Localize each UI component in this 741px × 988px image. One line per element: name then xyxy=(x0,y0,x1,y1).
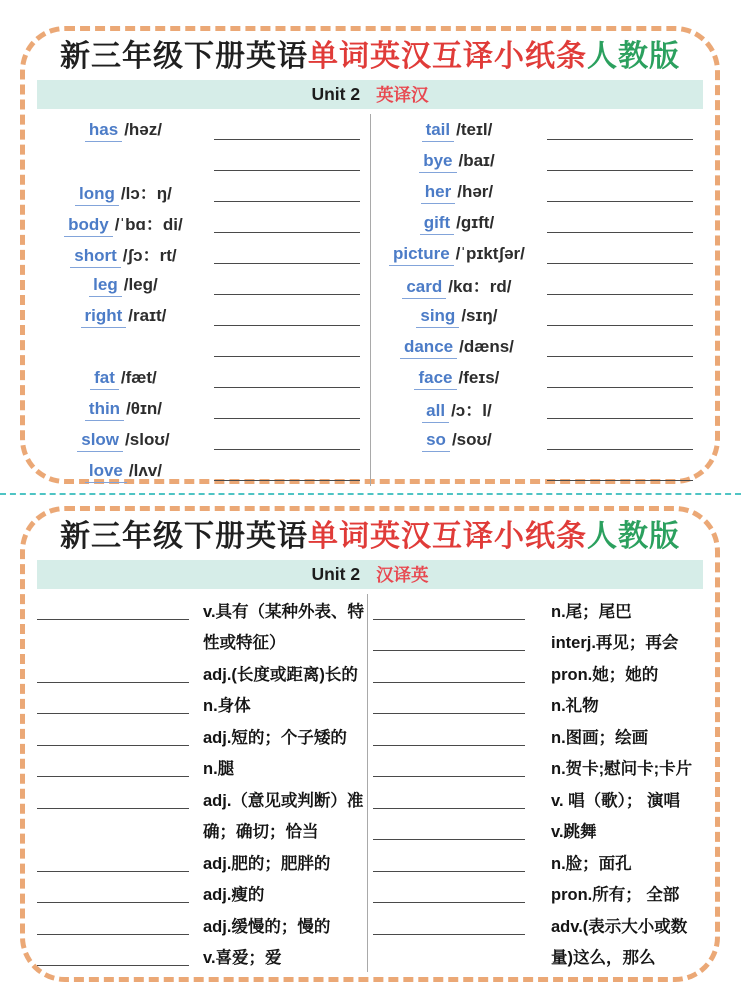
phonetic-transcription: /soʊ/ xyxy=(451,429,492,449)
answer-blank-line[interactable] xyxy=(214,356,360,357)
definition-row xyxy=(37,878,367,910)
word-row xyxy=(371,331,704,362)
english-word: picture xyxy=(389,244,454,266)
unit-label: Unit 2 xyxy=(311,84,361,104)
definition-row xyxy=(37,941,367,973)
definition-row xyxy=(373,815,703,847)
word-row xyxy=(371,455,704,486)
english-word: sing xyxy=(416,306,459,328)
answer-blank-line[interactable] xyxy=(37,871,189,872)
english-word: slow xyxy=(77,430,123,452)
unit-label: Unit 2 xyxy=(311,564,361,584)
answer-blank-line[interactable] xyxy=(214,387,360,388)
phonetic-transcription: /ˈbɑ：di/ xyxy=(114,215,183,234)
phonetic-transcription: /sɪŋ/ xyxy=(461,305,498,325)
english-word: long xyxy=(75,184,119,206)
word-row xyxy=(371,362,704,393)
word-row xyxy=(37,331,370,362)
word-phonetic xyxy=(371,337,544,357)
word-phonetic xyxy=(37,368,210,388)
definition-row xyxy=(373,846,703,878)
word-phonetic xyxy=(371,306,544,326)
english-word: all xyxy=(422,401,449,423)
english-word: tail xyxy=(422,120,455,142)
answer-blank-line[interactable] xyxy=(373,808,525,809)
answer-blank-line[interactable] xyxy=(373,682,525,683)
english-word: dance xyxy=(400,337,457,359)
definition-row xyxy=(37,689,367,721)
word-phonetic xyxy=(371,430,544,450)
word-phonetic xyxy=(371,120,544,140)
word-row xyxy=(371,424,704,455)
answer-blank-line[interactable] xyxy=(214,294,360,295)
word-row xyxy=(37,362,370,393)
answer-blank-line[interactable] xyxy=(37,965,189,966)
answer-blank-line[interactable] xyxy=(547,480,693,481)
definition-row xyxy=(373,594,703,626)
answer-blank-line[interactable] xyxy=(547,232,693,233)
chinese-definition: n.脸；面孔 xyxy=(551,854,632,873)
translation-mode-label: 汉译英 xyxy=(376,565,429,585)
word-row xyxy=(371,300,704,331)
definition-row xyxy=(373,941,703,973)
word-row xyxy=(371,176,704,207)
english-word: gift xyxy=(420,213,454,235)
title-part-black: 新三年级下册英语 xyxy=(60,40,308,73)
answer-blank-line[interactable] xyxy=(373,902,525,903)
answer-blank-line[interactable] xyxy=(214,325,360,326)
answer-blank-line[interactable] xyxy=(214,201,360,202)
word-row xyxy=(37,114,370,145)
phonetic-transcription: /sloʊ/ xyxy=(125,429,170,449)
word-row xyxy=(37,238,370,269)
word-row xyxy=(37,300,370,331)
chinese-definition: n.图画；绘画 xyxy=(551,728,649,747)
answer-blank-line[interactable] xyxy=(214,449,360,450)
answer-blank-line[interactable] xyxy=(37,619,189,620)
answer-blank-line[interactable] xyxy=(373,839,525,840)
word-row xyxy=(371,238,704,269)
phonetic-transcription: /hər/ xyxy=(457,181,494,201)
word-phonetic xyxy=(37,306,210,326)
answer-blank-line[interactable] xyxy=(373,619,525,620)
english-word: short xyxy=(70,246,121,268)
chinese-definition: adj.缓慢的；慢的 xyxy=(203,917,331,936)
phonetic-transcription: /gɪft/ xyxy=(456,212,495,232)
phonetic-transcription: /raɪt/ xyxy=(128,305,167,325)
answer-blank-line[interactable] xyxy=(547,449,693,450)
english-word: card xyxy=(402,277,446,299)
english-word: leg xyxy=(89,275,122,297)
english-word: right xyxy=(81,306,127,328)
definition-row xyxy=(37,720,367,752)
definition-row xyxy=(37,783,367,815)
answer-blank-line[interactable] xyxy=(214,170,360,171)
word-column-left xyxy=(37,114,370,486)
unit-header-bar xyxy=(37,80,703,109)
answer-blank-line[interactable] xyxy=(547,325,693,326)
phonetic-transcription: /lɔ：ŋ/ xyxy=(120,184,172,203)
word-phonetic xyxy=(37,337,210,357)
answer-blank-line[interactable] xyxy=(37,745,189,746)
answer-blank-line[interactable] xyxy=(547,170,693,171)
definition-column-left xyxy=(37,594,367,972)
definition-row xyxy=(37,626,367,658)
english-word: body xyxy=(64,215,113,237)
title-part-red: 单词英汉互译小纸条 xyxy=(308,520,587,553)
word-phonetic xyxy=(37,210,210,235)
definition-columns xyxy=(25,589,715,972)
chinese-definition: pron.她；她的 xyxy=(551,665,659,684)
answer-blank-line[interactable] xyxy=(373,776,525,777)
word-row xyxy=(37,424,370,455)
phonetic-transcription: /ɔ：l/ xyxy=(451,401,492,420)
english-word: her xyxy=(421,182,455,204)
word-phonetic xyxy=(37,430,210,450)
word-column-right xyxy=(370,114,704,486)
answer-blank-line[interactable] xyxy=(373,713,525,714)
definition-row xyxy=(37,657,367,689)
answer-blank-line[interactable] xyxy=(373,650,525,651)
english-word: has xyxy=(85,120,122,142)
answer-blank-line[interactable] xyxy=(37,776,189,777)
phonetic-transcription: /θɪn/ xyxy=(126,398,162,418)
definition-row xyxy=(37,752,367,784)
word-phonetic xyxy=(37,241,210,266)
answer-blank-line[interactable] xyxy=(547,263,693,264)
word-row xyxy=(37,393,370,424)
answer-blank-line[interactable] xyxy=(547,387,693,388)
chinese-definition: interj.再见；再会 xyxy=(551,634,679,653)
worksheet-card-chinese-to-english xyxy=(20,506,720,982)
definition-row xyxy=(373,878,703,910)
word-phonetic xyxy=(37,399,210,419)
english-word: face xyxy=(414,368,456,390)
word-phonetic xyxy=(37,120,210,140)
word-row xyxy=(371,145,704,176)
english-word: thin xyxy=(85,399,124,421)
worksheet-card-english-to-chinese xyxy=(20,26,720,484)
word-phonetic xyxy=(371,368,544,388)
chinese-definition: v.具有（某种外表、特 xyxy=(203,602,365,621)
definition-row xyxy=(37,909,367,941)
phonetic-transcription: /dæns/ xyxy=(459,336,514,356)
english-word: fat xyxy=(90,368,119,390)
chinese-definition: n.腿 xyxy=(203,760,235,779)
word-phonetic xyxy=(371,151,544,171)
word-phonetic xyxy=(371,213,544,233)
chinese-definition: v.跳舞 xyxy=(551,823,597,842)
title-part-red: 单词英汉互译小纸条 xyxy=(308,40,587,73)
answer-blank-line[interactable] xyxy=(547,418,693,419)
definition-row xyxy=(373,657,703,689)
page-title xyxy=(25,38,715,76)
word-row xyxy=(371,393,704,424)
definition-row xyxy=(37,594,367,626)
answer-blank-line[interactable] xyxy=(214,139,360,140)
answer-blank-line[interactable] xyxy=(37,713,189,714)
section-divider-dashed-line xyxy=(0,493,741,495)
answer-blank-line[interactable] xyxy=(214,263,360,264)
definition-row xyxy=(373,626,703,658)
phonetic-transcription: /fæt/ xyxy=(120,367,157,387)
answer-blank-line[interactable] xyxy=(214,480,360,481)
word-row xyxy=(37,455,370,486)
chinese-definition: n.礼物 xyxy=(551,697,599,716)
phonetic-transcription: /baɪ/ xyxy=(458,150,495,170)
chinese-definition: n.身体 xyxy=(203,697,251,716)
word-row xyxy=(37,145,370,176)
answer-blank-line[interactable] xyxy=(37,808,189,809)
answer-blank-line[interactable] xyxy=(547,139,693,140)
phonetic-transcription: /lʌv/ xyxy=(128,460,162,480)
word-columns xyxy=(25,109,715,486)
phonetic-transcription: /feɪs/ xyxy=(458,367,500,387)
answer-blank-line[interactable] xyxy=(547,294,693,295)
phonetic-transcription: /həz/ xyxy=(124,119,162,139)
phonetic-transcription: /kɑ：rd/ xyxy=(448,277,512,296)
word-row xyxy=(37,207,370,238)
chinese-definition: v. 唱（歌）； 演唱 xyxy=(551,791,680,810)
definition-row xyxy=(373,783,703,815)
word-phonetic xyxy=(371,272,544,297)
title-part-green: 人教版 xyxy=(587,40,680,73)
answer-blank-line[interactable] xyxy=(37,902,189,903)
phonetic-transcription: /ʃɔ：rt/ xyxy=(122,246,177,265)
word-phonetic xyxy=(37,461,210,481)
chinese-definition: adj.瘦的 xyxy=(203,886,265,905)
word-row xyxy=(371,114,704,145)
chinese-definition: 性或特征） xyxy=(203,634,286,653)
answer-blank-line[interactable] xyxy=(373,745,525,746)
chinese-definition: adj.肥的；肥胖的 xyxy=(203,854,331,873)
translation-mode-label: 英译汉 xyxy=(376,85,429,105)
phonetic-transcription: /ˈpɪktʃər/ xyxy=(455,243,525,263)
title-part-green: 人教版 xyxy=(587,520,680,553)
definition-row xyxy=(37,846,367,878)
word-phonetic xyxy=(371,396,544,421)
title-part-black: 新三年级下册英语 xyxy=(60,520,308,553)
phonetic-transcription: /teɪl/ xyxy=(456,119,493,139)
definition-row xyxy=(373,752,703,784)
chinese-definition: v.喜爱；爱 xyxy=(203,949,282,968)
chinese-definition: adj.(长度或距离)长的 xyxy=(203,665,358,684)
english-word: love xyxy=(85,461,127,483)
word-row xyxy=(37,269,370,300)
definition-row xyxy=(373,909,703,941)
english-word: so xyxy=(422,430,450,452)
word-row xyxy=(371,207,704,238)
chinese-definition: pron.所有； 全部 xyxy=(551,886,680,905)
word-phonetic xyxy=(371,461,544,481)
chinese-definition: n.贺卡;慰问卡;卡片 xyxy=(551,760,693,779)
chinese-definition: adj.短的；个子矮的 xyxy=(203,728,347,747)
word-phonetic xyxy=(371,182,544,202)
answer-blank-line[interactable] xyxy=(214,418,360,419)
answer-blank-line[interactable] xyxy=(547,356,693,357)
answer-blank-line[interactable] xyxy=(547,201,693,202)
answer-blank-line[interactable] xyxy=(373,934,525,935)
word-row xyxy=(371,269,704,300)
chinese-definition: adv.(表示大小或数 xyxy=(551,917,688,936)
chinese-definition: 确；确切；恰当 xyxy=(203,823,319,842)
chinese-definition: adj.（意见或判断）准 xyxy=(203,791,364,810)
answer-blank-line[interactable] xyxy=(373,871,525,872)
definition-row xyxy=(373,689,703,721)
definition-row xyxy=(373,720,703,752)
unit-header-bar xyxy=(37,560,703,589)
definition-row xyxy=(37,815,367,847)
english-word: bye xyxy=(419,151,456,173)
definition-column-right xyxy=(367,594,703,972)
page-title xyxy=(25,518,715,556)
word-phonetic xyxy=(37,179,210,204)
word-phonetic xyxy=(37,275,210,295)
chinese-definition: n.尾；尾巴 xyxy=(551,602,632,621)
chinese-definition: 量)这么，那么 xyxy=(551,949,656,968)
answer-blank-line[interactable] xyxy=(37,934,189,935)
word-row xyxy=(37,176,370,207)
phonetic-transcription: /leg/ xyxy=(123,274,158,294)
answer-blank-line[interactable] xyxy=(37,682,189,683)
word-phonetic xyxy=(37,151,210,171)
answer-blank-line[interactable] xyxy=(214,232,360,233)
word-phonetic xyxy=(371,244,544,264)
